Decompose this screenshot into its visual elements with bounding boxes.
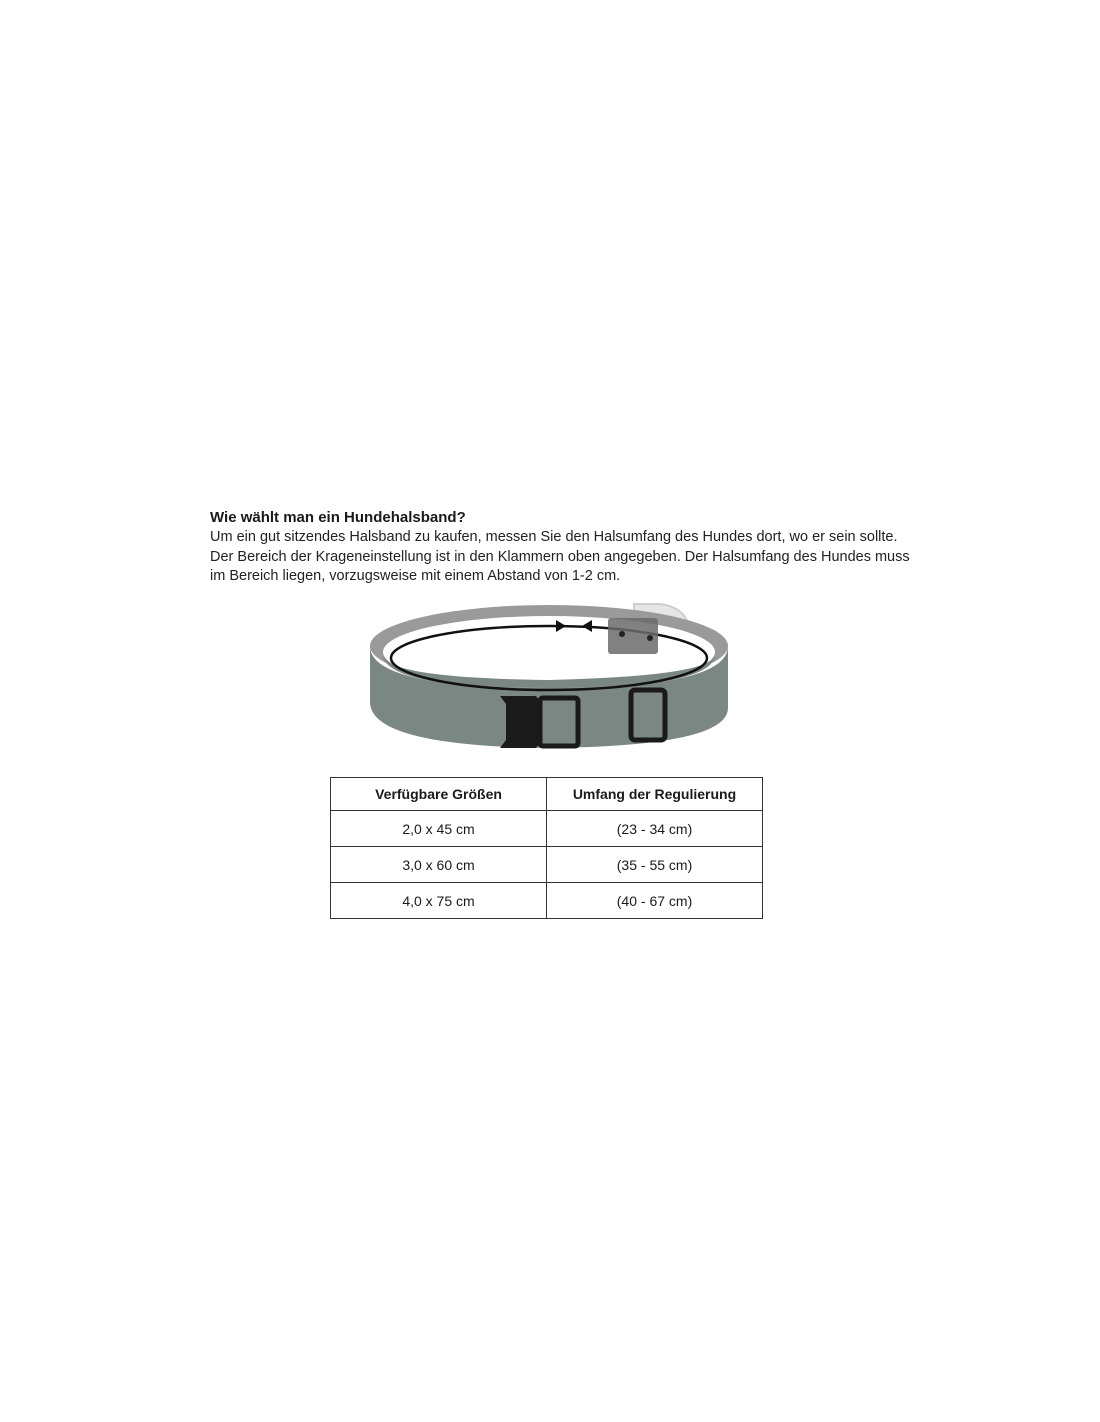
collar-guide [210,508,910,587]
table-row [331,811,763,847]
rivet-icon [647,635,653,641]
range-cell: (23 - 34 cm) [547,811,763,847]
table-row [331,847,763,883]
guide-title: Wie wählt man ein Hundehalsband? [210,509,466,526]
header-available-sizes: Verfügbare Größen [331,778,547,811]
dog-collar-measurement-icon [360,596,740,756]
size-cell: 2,0 x 45 cm [331,811,547,847]
range-cell: (35 - 55 cm) [547,847,763,883]
range-cell: (40 - 67 cm) [547,883,763,919]
guide-text-line-2: Der Bereich der Krageneinstellung ist in den Klammern oben angegeben. Der Halsumfang des Hundes muss [210,548,910,565]
guide-text-line-3: im Bereich liegen, vorzugsweise mit einem Abstand von 1-2 cm. [210,568,621,584]
size-cell: 3,0 x 60 cm [331,847,547,883]
size-table [330,777,763,919]
size-cell: 4,0 x 75 cm [331,883,547,919]
guide-text-line-1: Um ein gut sitzendes Halsband zu kaufen, messen Sie den Halsumfang des Hundes dort, wo er sein sollte. [210,529,898,545]
buckle-icon [500,696,542,748]
rivet-icon [619,631,625,637]
table-header-row [331,778,763,811]
table-row [331,883,763,919]
header-adjustment-range: Umfang der Regulierung [547,778,763,811]
